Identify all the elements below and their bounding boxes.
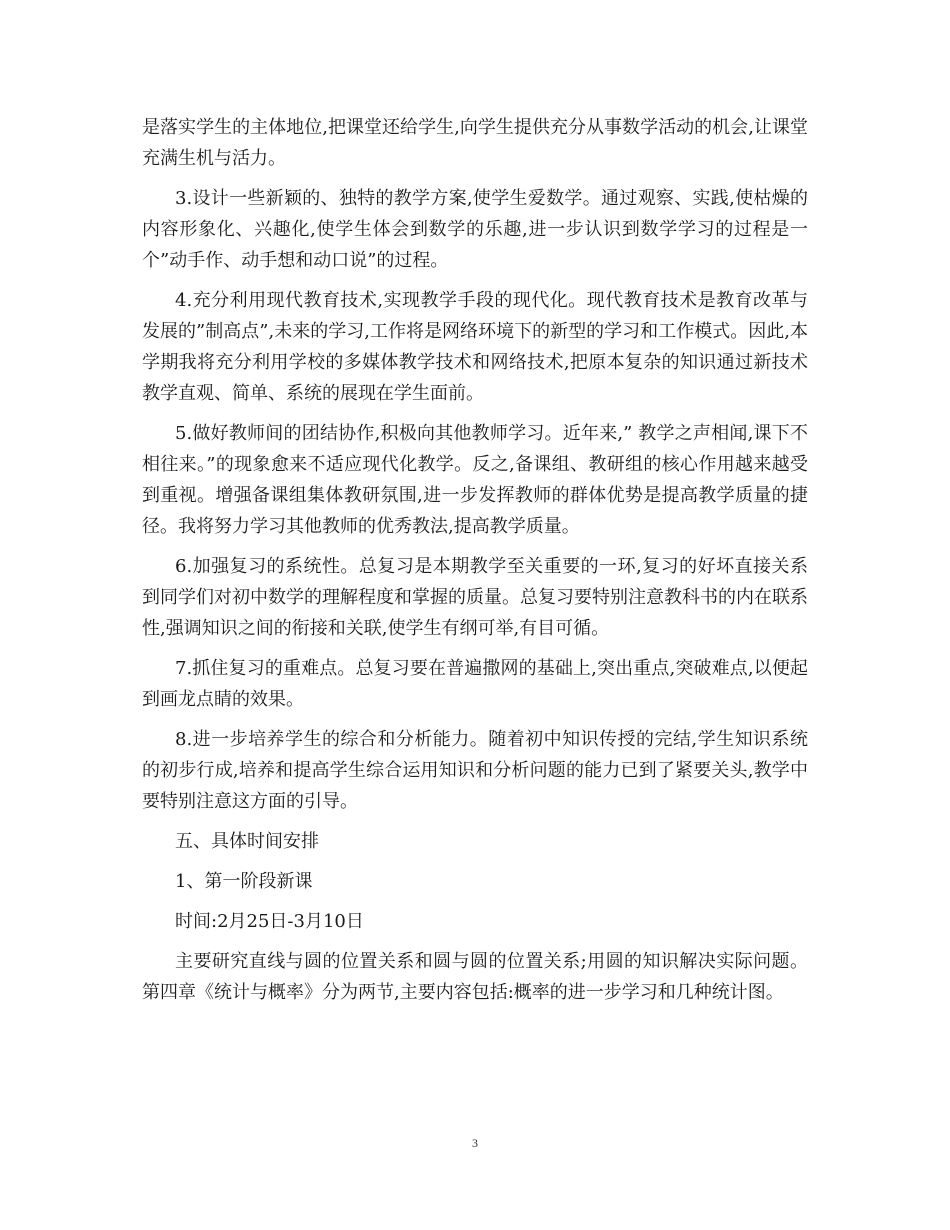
paragraph-item-8: 8.进一步培养学生的综合和分析能力。随着初中知识传授的完结,学生知识系统的初步行成,培养和提高学生综合运用知识和分析问题的能力已到了紧要关头,教学中要特别注意这方面的引导。: [142, 729, 808, 812]
schedule-time: 时间:2月25日-3月10日: [175, 911, 364, 932]
paragraph-item-3: 3.设计一些新颖的、独特的教学方案,使学生爱数学。通过观察、实践,使枯燥的内容形象化、兴趣化,使学生体会到数学的乐趣,进一步认识到数学学习的过程是一个”动手作、动手想和动口说”的过程。: [142, 188, 808, 271]
paragraph-continuation: 是落实学生的主体地位,把课堂还给学生,向学生提供充分从事数学活动的机会,让课堂充满生机与活力。: [142, 117, 808, 169]
paragraph-item-4: 4.充分利用现代教育技术,实现教学手段的现代化。现代教育技术是教育改革与发展的”制高点”,未来的学习,工作将是网络环境下的新型的学习和工作模式。因此,本学期我将充分利用学校的多媒体教学技术和网络技术,把原本复杂的知识通过新技术教学直观、简单、系统的展现在学生面前。: [142, 290, 808, 404]
paragraph-item-5: 5.做好教师间的团结协作,积极向其他教师学习。近年来,” 教学之声相闻,课下不相往来。”的现象愈来不适应现代化教学。反之,备课组、教研组的核心作用越来越受到重视。增强备课组集体教研氛围,进一步发挥教师的群体优势是提高教学质量的捷径。我将努力学习其他教师的优秀教法,提高教学质量。: [142, 423, 808, 537]
paragraph-item-7: 7.抓住复习的重难点。总复习要在普遍撒网的基础上,突出重点,突破难点,以便起到画龙点睛的效果。: [142, 658, 808, 710]
page-number: 3: [472, 1136, 478, 1150]
section-heading-schedule: 五、具体时间安排: [175, 831, 319, 852]
subheading-stage-1: 1、第一阶段新课: [175, 871, 313, 892]
document-page: [142, 112, 808, 1017]
schedule-content: 主要研究直线与圆的位置关系和圆与圆的位置关系;用圆的知识解决实际问题。第四章《统计与概率》分为两节,主要内容包括:概率的进一步学习和几种统计图。: [142, 951, 808, 1003]
paragraph-item-6: 6.加强复习的系统性。总复习是本期教学至关重要的一环,复习的好坏直接关系到同学们对初中数学的理解程度和掌握的质量。总复习要特别注意教科书的内在联系性,强调知识之间的衔接和关联,使学生有纲可举,有目可循。: [142, 556, 808, 639]
